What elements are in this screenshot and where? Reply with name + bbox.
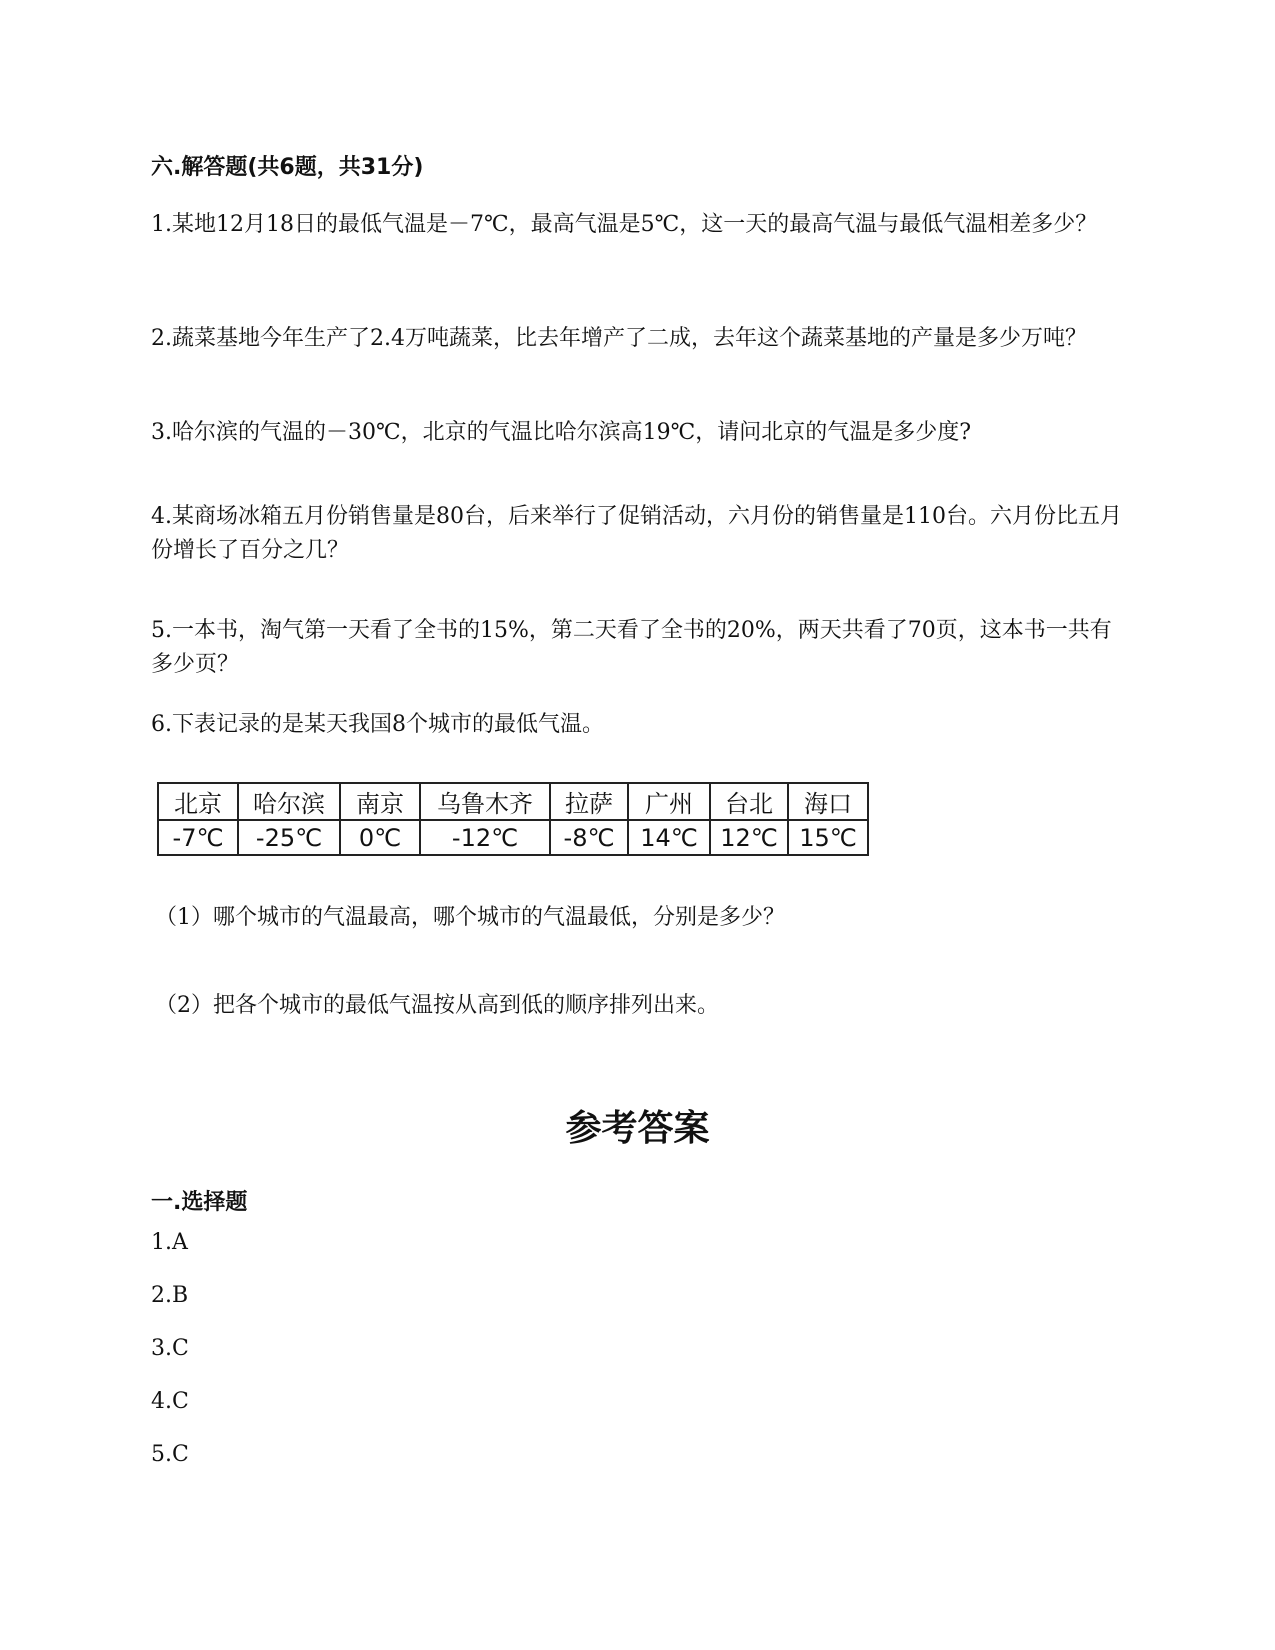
subquestion-1: （1）哪个城市的气温最高，哪个城市的气温最低，分别是多少？ <box>155 905 785 930</box>
question-1: 1.某地12月18日的最低气温是－7℃，最高气温是5℃，这一天的最高气温与最低气温相差多少？ <box>151 212 1098 237</box>
answer-item: 4.C <box>151 1389 189 1414</box>
table-cell-temp: 14℃ <box>628 820 710 855</box>
answer-item: 5.C <box>151 1442 189 1467</box>
question-2: 2.蔬菜基地今年生产了2.4万吨蔬菜，比去年增产了二成，去年这个蔬菜基地的产量是多少万吨？ <box>151 326 1087 351</box>
table-cell-city: 南京 <box>340 783 420 820</box>
table-cell-city: 乌鲁木齐 <box>420 783 550 820</box>
answer-item: 3.C <box>151 1336 189 1361</box>
temperature-table <box>157 782 869 856</box>
table-cell-temp: -12℃ <box>420 820 550 855</box>
table-header-row <box>158 783 868 820</box>
question-5: 5.一本书，淘气第一天看了全书的15%，第二天看了全书的20%，两天共看了70页，这本书一共有多少页？ <box>151 618 1112 677</box>
answer-section-heading: 一.选择题 <box>151 1190 248 1215</box>
answer-key-title: 参考答案 <box>565 1108 710 1149</box>
table-cell-temp: 12℃ <box>710 820 788 855</box>
section-heading: 六.解答题(共6题，共31分) <box>151 155 424 180</box>
table-cell-temp: 15℃ <box>788 820 868 855</box>
table-cell-city: 哈尔滨 <box>238 783 340 820</box>
table-cell-temp: 0℃ <box>340 820 420 855</box>
table-cell-temp: -7℃ <box>158 820 238 855</box>
table-cell-temp: -8℃ <box>550 820 628 855</box>
question-6: 6.下表记录的是某天我国8个城市的最低气温。 <box>151 712 604 737</box>
table-cell-city: 广州 <box>628 783 710 820</box>
table-cell-temp: -25℃ <box>238 820 340 855</box>
table-row <box>158 820 868 855</box>
question-3: 3.哈尔滨的气温的－30℃，北京的气温比哈尔滨高19℃，请问北京的气温是多少度? <box>151 420 971 445</box>
table-cell-city: 海口 <box>788 783 868 820</box>
table-cell-city: 北京 <box>158 783 238 820</box>
subquestion-2: （2）把各个城市的最低气温按从高到低的顺序排列出来。 <box>155 993 719 1018</box>
table-cell-city: 台北 <box>710 783 788 820</box>
question-4: 4.某商场冰箱五月份销售量是80台，后来举行了促销活动，六月份的销售量是110台。六月份比五月份增长了百分之几？ <box>151 504 1122 563</box>
answer-item: 1.A <box>151 1230 188 1255</box>
answer-item: 2.B <box>151 1283 189 1308</box>
table-cell-city: 拉萨 <box>550 783 628 820</box>
